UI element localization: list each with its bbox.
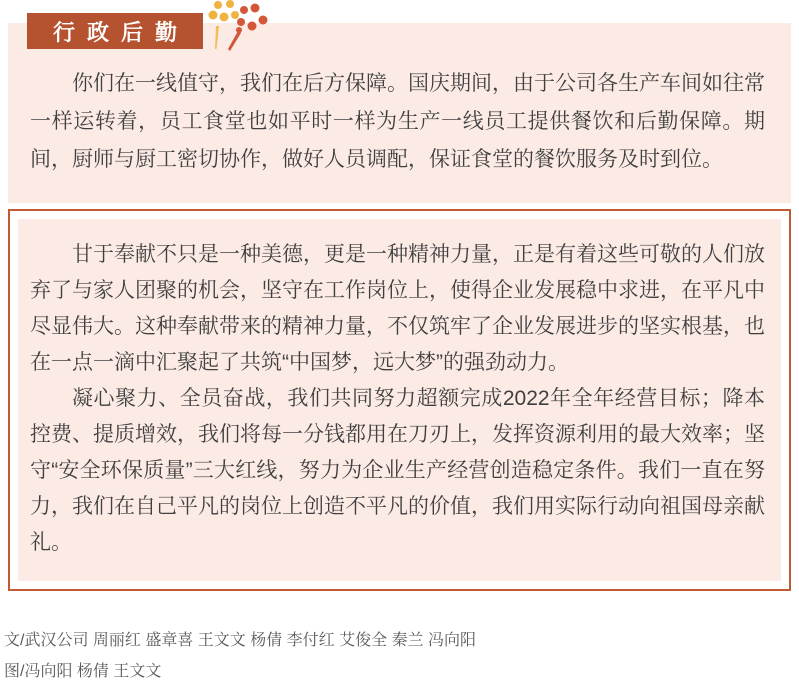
highlight-box <box>8 209 791 591</box>
highlight-box-inner <box>18 219 781 581</box>
header <box>0 0 799 45</box>
credits-text-authors: 文/武汉公司 周丽红 盛章喜 王文文 杨倩 李付红 艾俊全 秦兰 冯向阳 <box>4 632 477 649</box>
confetti-firework-icon <box>203 0 273 52</box>
section-title-badge: 行政后勤 <box>27 13 203 49</box>
credits <box>4 625 799 687</box>
highlight-paragraph-dedication: 甘于奉献不只是一种美德，更是一种精神力量，正是有着这些可敬的人们放弃了与家人团聚的机会，坚守在工作岗位上，使得企业发展稳中求进，在平凡中尽显伟大。这种奉献带来的精神力量，不仅筑牢了企业发展进步的坚实根基，也在一点一滴中汇聚起了共筑“中国梦，远大梦”的强劲动力。 <box>30 243 765 374</box>
intro-paragraph: 你们在一线值守，我们在后方保障。国庆期间，由于公司各生产车间如往常一样运转着，员工食堂也如平时一样为生产一线员工提供餐饮和后勤保障。期间，厨师与厨工密切协作，做好人员调配，保证食堂的餐饮服务及时到位。 <box>30 72 765 171</box>
intro-section <box>8 23 791 203</box>
credits-photo-authors: 图/冯向阳 杨倩 王文文 <box>4 663 162 680</box>
highlight-paragraph-goals: 凝心聚力、全员奋战，我们共同努力超额完成2022年全年经营目标；降本控费、提质增效，我们将每一分钱都用在刀刃上，发挥资源利用的最大效率；坚守“安全环保质量”三大红线，努力为企业生产经营创造稳定条件。我们一直在努力，我们在自己平凡的岗位上创造不平凡的价值，我们用实际行动向祖国母亲献礼。 <box>30 387 765 554</box>
